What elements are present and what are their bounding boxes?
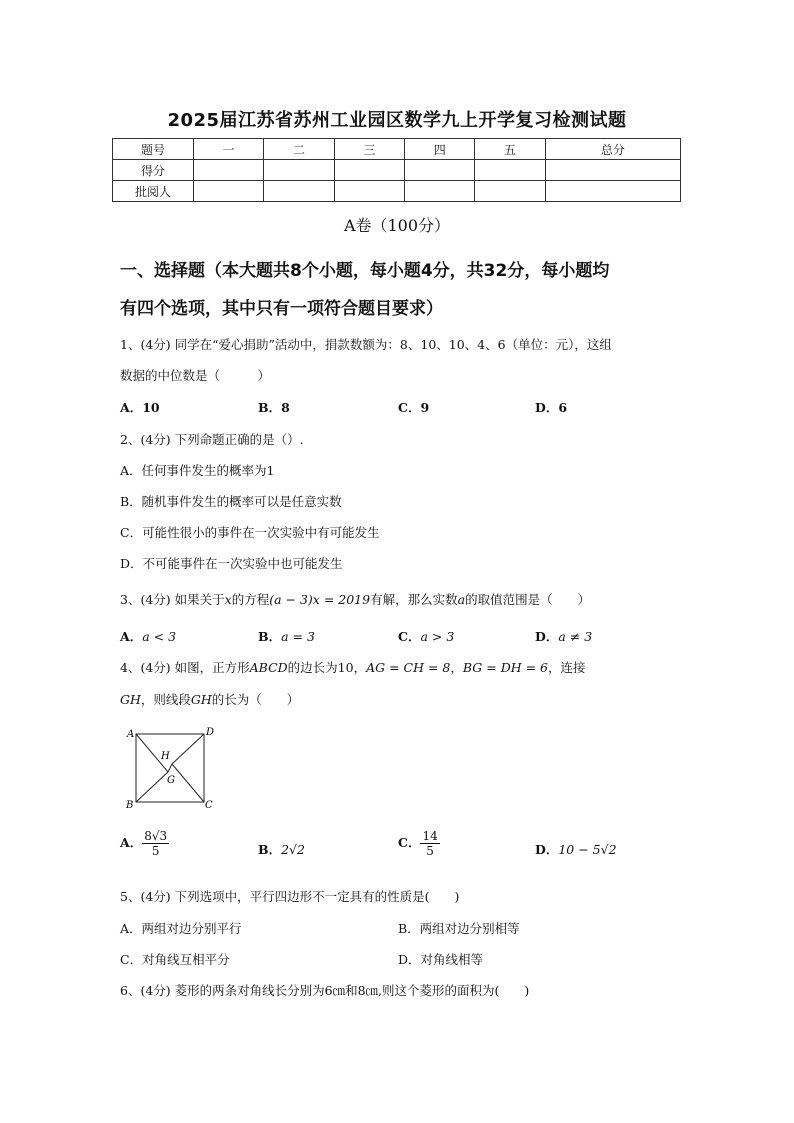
q4-line2-tail: 的长为（ ） bbox=[211, 692, 300, 707]
q4-option-c-label: C． bbox=[398, 835, 421, 850]
q4-option-d-label: D． bbox=[535, 842, 559, 857]
label-a: A bbox=[127, 729, 135, 740]
q3-tail: 的取值范围是（ ） bbox=[465, 592, 591, 607]
table-header-cell: 三 bbox=[334, 139, 404, 160]
table-header-cell: 一 bbox=[194, 139, 264, 160]
q4-option-b-label: B． bbox=[258, 842, 282, 857]
q4-line2-var: GH bbox=[120, 692, 141, 707]
q4-prefix: 4、(4分) 如图，正方形 bbox=[120, 660, 250, 675]
segment-bg bbox=[136, 772, 168, 802]
q3-stem bbox=[120, 590, 590, 608]
section-a-heading: A卷（100分） bbox=[343, 216, 451, 235]
q4-tail: ，连接 bbox=[548, 660, 586, 675]
q1-stem-line2: 数据的中位数是（ ） bbox=[120, 368, 271, 383]
q3-option-a-text: a < 3 bbox=[142, 629, 177, 644]
q6-stem: 6、(4分) 菱形的两条对角线长分别为6㎝和8㎝,则这个菱形的面积为( ) bbox=[120, 983, 530, 998]
score-table bbox=[112, 138, 681, 202]
q2-option-c[interactable]: C．可能性很小的事件在一次实验中有可能发生 bbox=[120, 525, 380, 540]
q5-option-b[interactable]: B．两组对边分别相等 bbox=[398, 921, 520, 936]
q4-line2-text: ，则线段 bbox=[140, 692, 191, 707]
q4-line2-var2: GH bbox=[190, 692, 212, 707]
q3-option-b-text: a = 3 bbox=[281, 629, 315, 644]
label-h: H bbox=[161, 751, 170, 762]
q4-comma: ， bbox=[450, 660, 463, 675]
part1-title-line2: 有四个选项，其中只有一项符合题目要求） bbox=[120, 299, 443, 319]
table-header-cell: 五 bbox=[475, 139, 545, 160]
table-header-cell: 四 bbox=[405, 139, 475, 160]
q3-option-b[interactable] bbox=[258, 627, 315, 645]
q4-option-a-fraction bbox=[142, 829, 169, 858]
score-cell[interactable] bbox=[475, 160, 545, 181]
q5-option-d[interactable]: D．对角线相等 bbox=[398, 952, 484, 967]
score-cell[interactable] bbox=[194, 160, 264, 181]
q4-option-b-text: 2√2 bbox=[281, 842, 305, 857]
q1-stem-line1: 1、(4分) 同学在“爱心捐助”活动中，捐款数额为：8、10、10、4、6（单位：元），这组 bbox=[120, 337, 612, 352]
q3-mid: 的方程 bbox=[231, 592, 270, 607]
reviewer-row bbox=[113, 181, 681, 202]
q2-option-a[interactable]: A．任何事件发生的概率为1 bbox=[120, 463, 275, 478]
q5-stem: 5、(4分) 下列选项中，平行四边形不一定具有的性质是( ) bbox=[120, 889, 460, 904]
q3-option-a[interactable] bbox=[120, 627, 176, 645]
segment-dh bbox=[172, 734, 204, 764]
reviewer-cell[interactable] bbox=[264, 181, 334, 202]
q3-option-d[interactable] bbox=[535, 627, 592, 645]
q4-option-a-numerator: 8√3 bbox=[144, 829, 168, 843]
score-cell[interactable] bbox=[545, 160, 680, 181]
q1-option-b[interactable]: B．8 bbox=[258, 400, 290, 415]
reviewer-cell[interactable] bbox=[405, 181, 475, 202]
q4-square: ABCD bbox=[249, 660, 288, 675]
q4-option-c-denominator: 5 bbox=[426, 844, 434, 858]
q4-option-a[interactable] bbox=[120, 829, 169, 858]
exam-title: 2025届江苏省苏州工业园区数学九上开学复习检测试题 bbox=[167, 110, 627, 131]
label-g: G bbox=[167, 775, 175, 786]
q3-var-a: a bbox=[457, 592, 466, 607]
q3-option-a-label: A． bbox=[120, 629, 143, 644]
reviewer-cell[interactable] bbox=[545, 181, 680, 202]
q1-option-a[interactable]: A．10 bbox=[120, 400, 160, 415]
part1-title-line1: 一、选择题（本大题共8个小题，每小题4分，共32分，每小题均 bbox=[120, 261, 610, 281]
q1-option-c[interactable]: C．9 bbox=[398, 400, 430, 415]
row-label: 批阅人 bbox=[113, 181, 194, 202]
q3-option-d-text: a ≠ 3 bbox=[558, 629, 593, 644]
q4-option-d[interactable] bbox=[535, 840, 617, 858]
q3-after: 有解，那么实数 bbox=[370, 592, 458, 607]
q4-option-b[interactable] bbox=[258, 840, 305, 858]
q2-option-d[interactable]: D．不可能事件在一次实验中也可能发生 bbox=[120, 556, 343, 571]
score-table-header-row bbox=[113, 139, 681, 160]
score-row bbox=[113, 160, 681, 181]
q3-option-b-label: B． bbox=[258, 629, 282, 644]
q4-option-d-text: 10 − 5√2 bbox=[558, 842, 617, 857]
q5-option-a[interactable]: A．两组对边分别平行 bbox=[120, 921, 242, 936]
q4-option-c-numerator: 14 bbox=[422, 829, 438, 843]
q4-option-c[interactable] bbox=[398, 829, 440, 858]
row-label: 得分 bbox=[113, 160, 194, 181]
score-cell[interactable] bbox=[334, 160, 404, 181]
q3-option-c-label: C． bbox=[398, 629, 421, 644]
q3-option-c[interactable] bbox=[398, 627, 454, 645]
q4-stem-line1 bbox=[120, 658, 586, 676]
table-header-cell: 题号 bbox=[113, 139, 194, 160]
q2-stem: 2、(4分) 下列命题正确的是（）. bbox=[120, 432, 304, 447]
q3-equation: (a − 3)x = 2019 bbox=[269, 592, 371, 607]
q3-var-x: x bbox=[224, 592, 232, 607]
score-cell[interactable] bbox=[264, 160, 334, 181]
table-header-cell: 二 bbox=[264, 139, 334, 160]
reviewer-cell[interactable] bbox=[475, 181, 545, 202]
q5-option-c[interactable]: C．对角线互相平分 bbox=[120, 952, 230, 967]
reviewer-cell[interactable] bbox=[334, 181, 404, 202]
label-c: C bbox=[205, 800, 213, 811]
score-cell[interactable] bbox=[405, 160, 475, 181]
q4-eq1: AG = CH = 8 bbox=[366, 660, 451, 675]
q4-side: 的边长为10， bbox=[287, 660, 367, 675]
q3-option-c-text: a > 3 bbox=[420, 629, 455, 644]
q2-option-b[interactable]: B．随机事件发生的概率可以是任意实数 bbox=[120, 494, 342, 509]
square-figure bbox=[118, 724, 218, 812]
reviewer-cell[interactable] bbox=[194, 181, 264, 202]
q4-stem-line2 bbox=[120, 690, 299, 708]
q4-option-a-denominator: 5 bbox=[151, 844, 160, 858]
segment-ch bbox=[172, 764, 204, 802]
label-b: B bbox=[126, 800, 134, 811]
q3-prefix: 3、(4分) 如果关于 bbox=[120, 592, 225, 607]
q4-option-c-fraction bbox=[420, 829, 439, 858]
q4-eq2: BG = DH = 6 bbox=[462, 660, 548, 675]
q3-option-d-label: D． bbox=[535, 629, 559, 644]
segment-gh bbox=[168, 764, 172, 772]
table-header-cell: 总分 bbox=[545, 139, 680, 160]
q1-option-d[interactable]: D．6 bbox=[535, 400, 568, 415]
q4-option-a-label: A． bbox=[120, 835, 143, 850]
label-d: D bbox=[206, 727, 215, 738]
